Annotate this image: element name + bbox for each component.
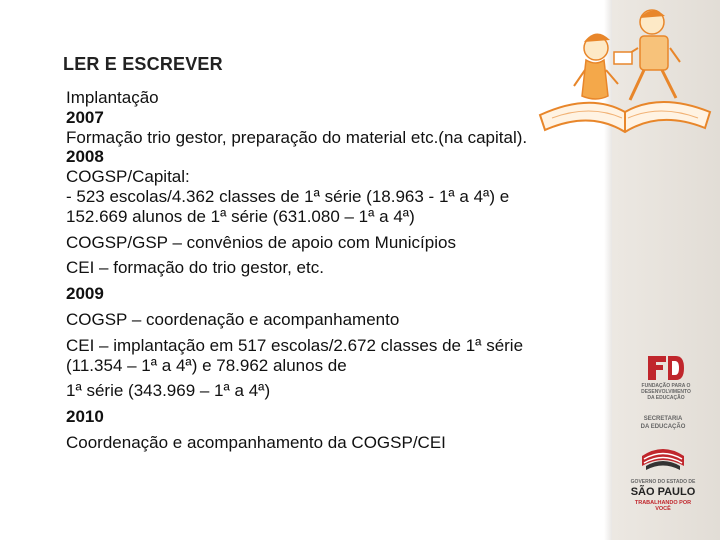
fde-label: FUNDAÇÃO PARA O DESENVOLVIMENTO DA EDUCAÇÃO bbox=[641, 383, 691, 401]
text-line: COGSP – coordenação e acompanhamento bbox=[66, 309, 400, 329]
text-line: COGSP/GSP – convênios de apoio com Municípios bbox=[66, 232, 456, 252]
text-line: Formação trio gestor, preparação do material etc.(na capital). bbox=[66, 127, 528, 147]
secretaria-line1: SECRETARIA bbox=[643, 416, 683, 422]
text-line: 2010 bbox=[66, 407, 104, 427]
sao-paulo-emblem-icon bbox=[640, 444, 686, 474]
gov-line1: GOVERNO DO ESTADO DE bbox=[630, 479, 696, 485]
page-title: LER E ESCREVER bbox=[63, 54, 223, 74]
text-line: Implantação bbox=[66, 88, 159, 107]
text-line: - 523 escolas/4.362 classes de 1ª série (18.963 - 1ª a 4ª) e bbox=[66, 186, 510, 206]
text-line: 2008 bbox=[66, 147, 104, 167]
text-line: Coordenação e acompanhamento da COGSP/CEI bbox=[66, 432, 446, 452]
text-line: 152.669 alunos de 1ª série (631.080 – 1ª a 4ª) bbox=[66, 206, 415, 226]
text-line: 2007 bbox=[66, 107, 104, 127]
text-line: COGSP/Capital: bbox=[66, 167, 190, 187]
text-line: 2009 bbox=[66, 284, 104, 304]
fde-logo-icon bbox=[646, 354, 686, 382]
text-line: (11.354 – 1ª a 4ª) e 78.962 alunos de bbox=[66, 355, 347, 375]
text-line: CEI – formação do trio gestor, etc. bbox=[66, 258, 324, 278]
text-line: CEI – implantação em 517 escolas/2.672 classes de 1ª série bbox=[66, 335, 524, 355]
sao-paulo-label: SÃO PAULO bbox=[630, 486, 696, 498]
secretaria-line2: DA EDUCAÇÃO bbox=[640, 424, 686, 430]
trabalhando-label: TRABALHANDO POR VOCÊ bbox=[634, 500, 692, 512]
slide-body bbox=[66, 88, 626, 453]
text-line: 1ª série (343.969 – 1ª a 4ª) bbox=[66, 381, 271, 401]
